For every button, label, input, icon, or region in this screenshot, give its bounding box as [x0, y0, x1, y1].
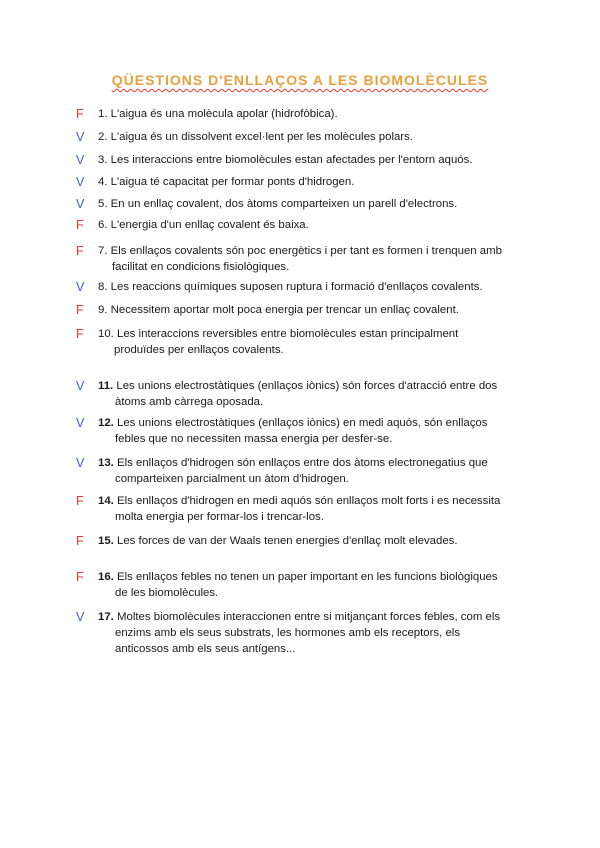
question-17: V 17. Moltes biomolècules interaccionen entre si mitjançant forces febles, com els enzims amb els seus substrats, les hormones amb els receptors, els anticossos amb els seus antígens... [82, 609, 522, 657]
question-6: F 6. L'energia d'un enllaç covalent és baixa. [76, 218, 309, 232]
question-text: Les unions electrostàtiques (enllaços iònics) són forces d'atracció entre dos [116, 380, 498, 392]
question-text: Els enllaços d'hidrogen en medi aquós són enllaços molt forts i es necessita [117, 495, 501, 507]
question-11: V 11. Les unions electrostàtiques (enllaços iònics) són forces d'atracció entre dos àtoms amb càrrega oposada. [82, 378, 522, 410]
question-text-continued: febles que no necessiten massa energia per desfer-se. [115, 433, 393, 445]
question-text-continued: anticossos amb els seus antígens... [115, 643, 296, 655]
question-text-continued: produïdes per enllaços covalents. [114, 344, 284, 356]
question-text: Les unions electrostàtiques (enllaços iònics) en medi aquós, són enllaços [117, 417, 488, 429]
question-5: V 5. En un enllaç covalent, dos àtoms comparteixen un parell d'electrons. [76, 197, 458, 211]
answer-mark: V [76, 379, 85, 393]
question-13: V 13. Els enllaços d'hidrogen són enllaços entre dos àtoms electronegatius que comparteixen parcialment un àtom d'hidrogen. [82, 455, 522, 487]
answer-mark: F [76, 303, 84, 317]
answer-mark: V [76, 416, 85, 430]
answer-mark: F [76, 327, 84, 341]
question-text: L'aigua té capacitat per formar ponts d'hidrogen. [110, 176, 355, 188]
question-text: L'aigua és una molècula apolar (hidrofòbica). [110, 108, 338, 120]
question-16: F 16. Els enllaços febles no tenen un paper important en les funcions biològiques de les biomolècules. [82, 569, 522, 601]
answer-mark: V [76, 456, 85, 470]
question-14: F 14. Els enllaços d'hidrogen en medi aquós són enllaços molt forts i es necessita molta energia per formar-los i trencar-los. [82, 493, 522, 525]
answer-mark: F [76, 107, 84, 121]
answer-mark: V [76, 175, 85, 189]
question-12: V 12. Les unions electrostàtiques (enllaços iònics) en medi aquós, són enllaços febles que no necessiten massa energia per desfer-se. [82, 415, 522, 447]
answer-mark: F [76, 534, 84, 548]
question-text: Les interaccions reversibles entre biomolècules estan principalment [117, 328, 459, 340]
answer-mark: V [76, 197, 85, 211]
answer-mark: V [76, 610, 85, 624]
question-text-continued: enzims amb els seus substrats, les hormones amb els receptors, els [115, 627, 461, 639]
question-9: F 9. Necessitem aportar molt poca energia per trencar un enllaç covalent. [76, 303, 459, 317]
question-text: Les forces de van der Waals tenen energies d'enllaç molt elevades. [117, 535, 458, 547]
question-2: V 2. L'aigua és un dissolvent excel·lent per les molècules polars. [76, 130, 413, 144]
page-title: QÜESTIONS D'ENLLAÇOS A LES BIOMOLÈCULES [111, 72, 489, 88]
question-10: F 10. Les interaccions reversibles entre biomolècules estan principalment produïdes per enllaços covalents. [82, 326, 522, 358]
answer-mark: F [76, 244, 84, 258]
question-text: En un enllaç covalent, dos àtoms comparteixen un parell d'electrons. [110, 198, 458, 210]
question-text: L'aigua és un dissolvent excel·lent per les molècules polars. [110, 131, 413, 143]
question-text: Els enllaços covalents són poc energètics i per tant es formen i trenquen amb [110, 245, 502, 257]
question-text: Moltes biomolècules interaccionen entre si mitjançant forces febles, com els [117, 611, 501, 623]
question-text-continued: facilitat en condicions fisiològiques. [112, 261, 290, 273]
question-text: Els enllaços d'hidrogen són enllaços entre dos àtoms electronegatius que [117, 457, 488, 469]
question-text-continued: de les biomolècules. [115, 587, 219, 599]
answer-mark: F [76, 494, 84, 508]
question-text: Les interaccions entre biomolècules estan afectades per l'entorn aquós. [110, 154, 473, 166]
question-4: V 4. L'aigua té capacitat per formar ponts d'hidrogen. [76, 175, 355, 189]
answer-mark: V [76, 280, 85, 294]
question-text: Els enllaços febles no tenen un paper important en les funcions biològiques [117, 571, 498, 583]
question-text: Les reaccions químiques suposen ruptura i formació d'enllaços covalents. [110, 281, 483, 293]
answer-mark: F [76, 218, 84, 232]
answer-mark: F [76, 570, 84, 584]
question-15: F 15. Les forces de van der Waals tenen energies d'enllaç molt elevades. [76, 534, 458, 548]
question-text: Necessitem aportar molt poca energia per trencar un enllaç covalent. [110, 304, 459, 316]
question-7: F 7. Els enllaços covalents són poc energètics i per tant es formen i trenquen amb facilitat en condicions fisiològiques. [82, 243, 522, 275]
question-3: V 3. Les interaccions entre biomolècules estan afectades per l'entorn aquós. [76, 153, 473, 167]
question-text: L'energia d'un enllaç covalent és baixa. [110, 219, 309, 231]
question-text-continued: àtoms amb càrrega oposada. [115, 396, 264, 408]
question-1: F 1. L'aigua és una molècula apolar (hidrofòbica). [76, 107, 338, 121]
question-text-continued: molta energia per formar-los i trencar-los. [115, 511, 324, 523]
answer-mark: V [76, 130, 85, 144]
question-8: V 8. Les reaccions químiques suposen ruptura i formació d'enllaços covalents. [76, 280, 483, 294]
question-text-continued: comparteixen parcialment un àtom d'hidrogen. [115, 473, 349, 485]
answer-mark: V [76, 153, 85, 167]
